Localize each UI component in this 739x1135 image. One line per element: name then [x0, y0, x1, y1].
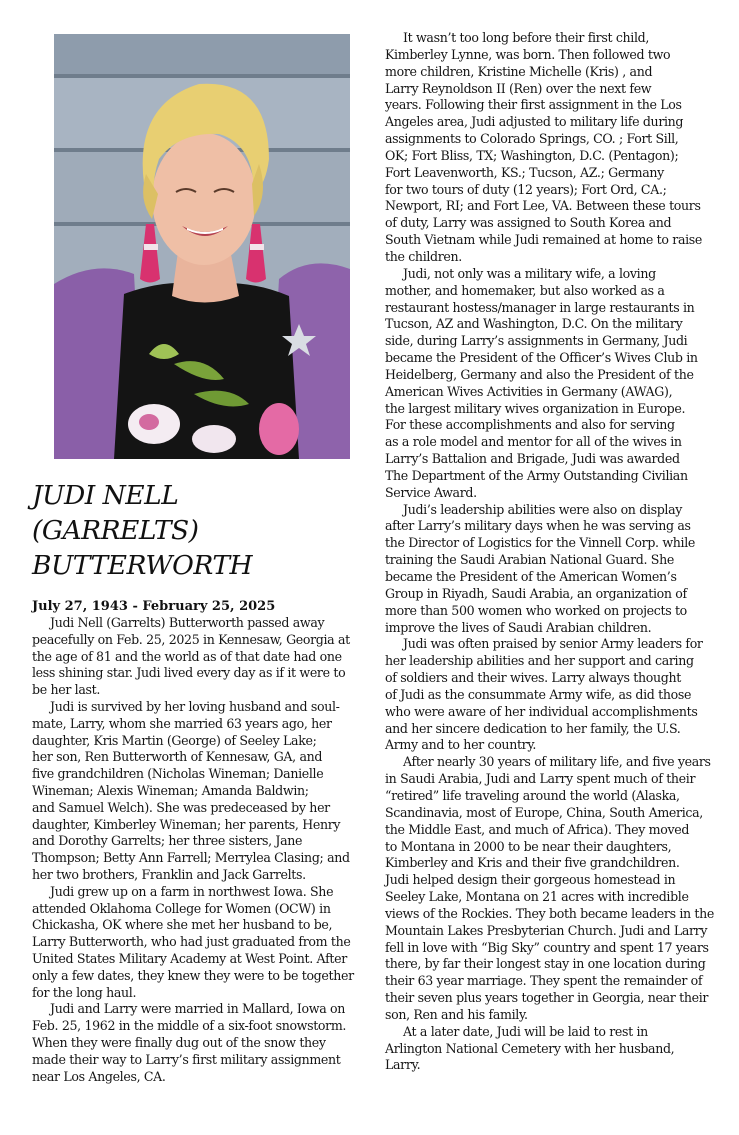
right-paragraph-1	[385, 30, 725, 266]
life-dates: July 27, 1943 - February 25, 2025	[32, 599, 276, 614]
right-column	[385, 30, 725, 1074]
text-line: After nearly 30 years of military life, and five years	[403, 754, 711, 770]
text-line: her leadership abilities and her support and caring	[385, 653, 694, 669]
text-line: and Dorothy Garrelts; her three sisters, Jane	[32, 833, 303, 849]
text-line: Angeles area, Judi adjusted to military life during	[385, 114, 684, 130]
text-line: Feb. 25, 1962 in the middle of a six-foot snowstorm.	[32, 1018, 347, 1034]
text-line: Thompson; Betty Ann Farrell; Merrylea Clasing; and	[32, 850, 350, 866]
text-line: near Los Angeles, CA.	[32, 1068, 166, 1084]
text-line: the children.	[385, 248, 462, 264]
text-line: Group in Riyadh, Saudi Arabia, an organization of	[385, 585, 687, 601]
text-line: in Saudi Arabia, Judi and Larry spent much of their	[385, 771, 696, 787]
portrait-photo	[54, 34, 350, 459]
text-line: of Judi as the consummate Army wife, as did those	[385, 686, 692, 702]
text-line: Larry’s Battalion and Brigade, Judi was awarded	[385, 451, 680, 467]
text-line: made their way to Larry’s first military assignment	[32, 1051, 341, 1067]
text-line: more children, Kristine Michelle (Kris) , and	[385, 63, 653, 79]
text-line: less shining star. Judi lived every day as if it were to	[32, 665, 346, 681]
text-line: At a later date, Judi will be laid to rest in	[403, 1023, 648, 1039]
text-line: “retired” life traveling around the world (Alaska,	[385, 787, 680, 803]
text-line: views of the Rockies. They both became leaders in the	[385, 905, 714, 921]
text-line: side, during Larry’s assignments in Germany, Judi	[385, 333, 688, 349]
text-line: Kimberley Lynne, was born. Then followed two	[385, 46, 671, 62]
text-line: Wineman; Alexis Wineman; Amanda Baldwin;	[32, 782, 309, 798]
text-line: For these accomplishments and also for serving	[385, 417, 675, 433]
text-line: the age of 81 and the world as of that date had one	[32, 648, 342, 664]
text-line: Tucson, AZ and Washington, D.C. On the military	[385, 316, 683, 332]
text-line: Judi helped design their gorgeous homestead in	[385, 872, 676, 888]
text-line: Larry.	[385, 1057, 421, 1073]
text-line: It wasn’t too long before their first child,	[403, 30, 650, 45]
text-line: United States Military Academy at West Point. After	[32, 950, 347, 966]
text-line: only a few dates, they knew they were to be together	[32, 967, 354, 983]
text-line: Judi, not only was a military wife, a loving	[403, 265, 656, 281]
text-line: Arlington National Cemetery with her husband,	[385, 1040, 675, 1056]
left-column-body	[32, 615, 372, 1085]
text-line: Heidelberg, Germany and also the President of the	[385, 366, 694, 382]
text-line: and Samuel Welch). She was predeceased by her	[32, 799, 330, 815]
text-line: Seeley Lake, Montana on 21 acres with incredible	[385, 889, 689, 905]
right-paragraph-2	[385, 266, 725, 502]
text-line: years. Following their first assignment in the Los	[385, 97, 682, 113]
text-line: Army and to her country.	[385, 737, 537, 753]
text-line: her son, Ren Butterworth of Kennesaw, GA, and	[32, 749, 323, 765]
name-line-3: BUTTERWORTH	[32, 550, 253, 581]
text-line: Newport, RI; and Fort Lee, VA. Between these tours	[385, 198, 701, 214]
text-line: restaurant hostess/manager in large restaurants in	[385, 299, 695, 315]
text-line: the largest military wives organization in Europe.	[385, 400, 686, 416]
text-line: improve the lives of Saudi Arabian children.	[385, 619, 652, 635]
text-line: the Middle East, and much of Africa). They moved	[385, 821, 690, 837]
deceased-name	[32, 478, 362, 583]
text-line: Fort Leavenworth, KS.; Tucson, AZ.; Germany	[385, 164, 664, 180]
text-line: peacefully on Feb. 25, 2025 in Kennesaw, Georgia at	[32, 631, 350, 647]
left-column	[32, 599, 372, 1085]
right-paragraph-6	[385, 1024, 725, 1075]
text-line: Mountain Lakes Presbyterian Church. Judi and Larry	[385, 922, 708, 938]
text-line: South Vietnam while Judi remained at home to raise	[385, 232, 702, 248]
text-line: after Larry’s military days when he was serving as	[385, 518, 691, 534]
text-line: became the President of the American Women’s	[385, 569, 677, 584]
text-line: of duty, Larry was assigned to South Korea and	[385, 215, 672, 231]
text-line: Service Award.	[385, 484, 477, 500]
text-line: daughter, Kimberley Wineman; her parents, Henry	[32, 816, 341, 832]
text-line: assignments to Colorado Springs, CO. ; Fort Sill,	[385, 131, 679, 147]
text-line: more than 500 women who worked on projects to	[385, 602, 687, 618]
left-paragraph-2	[32, 699, 372, 884]
portrait-image	[54, 34, 350, 459]
text-line: and her sincere dedication to her family, the U.S.	[385, 720, 681, 736]
text-line: Larry Butterworth, who had just graduated from the	[32, 934, 351, 950]
text-line: Larry Reynoldson II (Ren) over the next few	[385, 80, 652, 96]
text-line: Judi’s leadership abilities were also on display	[403, 501, 683, 517]
text-line: Kimberley and Kris and their five grandchildren.	[385, 855, 680, 871]
text-line: OK; Fort Bliss, TX; Washington, D.C. (Pentagon);	[385, 147, 679, 163]
text-line: Judi and Larry were married in Mallard, Iowa on	[50, 1001, 345, 1017]
text-line: for the long haul.	[32, 984, 137, 1000]
text-line: to Montana in 2000 to be near their daughters,	[385, 838, 672, 854]
text-line: American Wives Activities in Germany (AWAG),	[385, 383, 673, 399]
text-line: of soldiers and their wives. Larry always thought	[385, 670, 681, 686]
text-line: When they were finally dug out of the snow they	[32, 1034, 326, 1050]
text-line: their seven plus years together in Georgia, near their	[385, 990, 709, 1006]
text-line: mother, and homemaker, but also worked as a	[385, 282, 665, 298]
text-line: five grandchildren (Nicholas Wineman; Danielle	[32, 766, 324, 782]
text-line: became the President of the Officer’s Wives Club in	[385, 350, 698, 366]
text-line: be her last.	[32, 682, 100, 698]
text-line: attended Oklahoma College for Women (OCW) in	[32, 900, 331, 916]
text-line: Judi was often praised by senior Army leaders for	[403, 636, 703, 652]
name-line-1: JUDI NELL	[32, 480, 179, 511]
right-paragraph-5	[385, 754, 725, 1024]
text-line: Judi grew up on a farm in northwest Iowa. She	[50, 883, 334, 899]
text-line: The Department of the Army Outstanding Civilian	[385, 467, 688, 483]
right-paragraph-4	[385, 636, 725, 754]
text-line: mate, Larry, whom she married 63 years ago, her	[32, 715, 332, 731]
text-line: Judi Nell (Garrelts) Butterworth passed away	[50, 615, 325, 630]
right-paragraph-3	[385, 502, 725, 637]
text-line: for two tours of duty (12 years); Fort Ord, CA.;	[385, 181, 667, 197]
text-line: their 63 year marriage. They spent the remainder of	[385, 973, 703, 989]
left-paragraph-3	[32, 884, 372, 1002]
text-line: daughter, Kris Martin (George) of Seeley Lake;	[32, 732, 317, 748]
text-line: training the Saudi Arabian National Guard. She	[385, 552, 674, 568]
text-line: as a role model and mentor for all of the wives in	[385, 434, 682, 450]
text-line: her two brothers, Franklin and Jack Garrelts.	[32, 866, 306, 882]
text-line: there, by far their longest stay in one location during	[385, 956, 706, 972]
text-line: fell in love with “Big Sky” country and spent 17 years	[385, 939, 709, 955]
text-line: son, Ren and his family.	[385, 1006, 528, 1022]
text-line: Judi is survived by her loving husband and soul-	[50, 698, 340, 714]
name-line-2: (GARRELTS)	[32, 515, 199, 546]
text-line: Chickasha, OK where she met her husband to be,	[32, 917, 333, 933]
left-paragraph-4	[32, 1001, 372, 1085]
left-paragraph-1	[32, 615, 372, 699]
text-line: who were aware of her individual accomplishments	[385, 703, 698, 719]
right-column-body	[385, 30, 725, 1074]
text-line: the Director of Logistics for the Vinnell Corp. while	[385, 535, 695, 551]
text-line: Scandinavia, most of Europe, China, South America,	[385, 804, 703, 820]
